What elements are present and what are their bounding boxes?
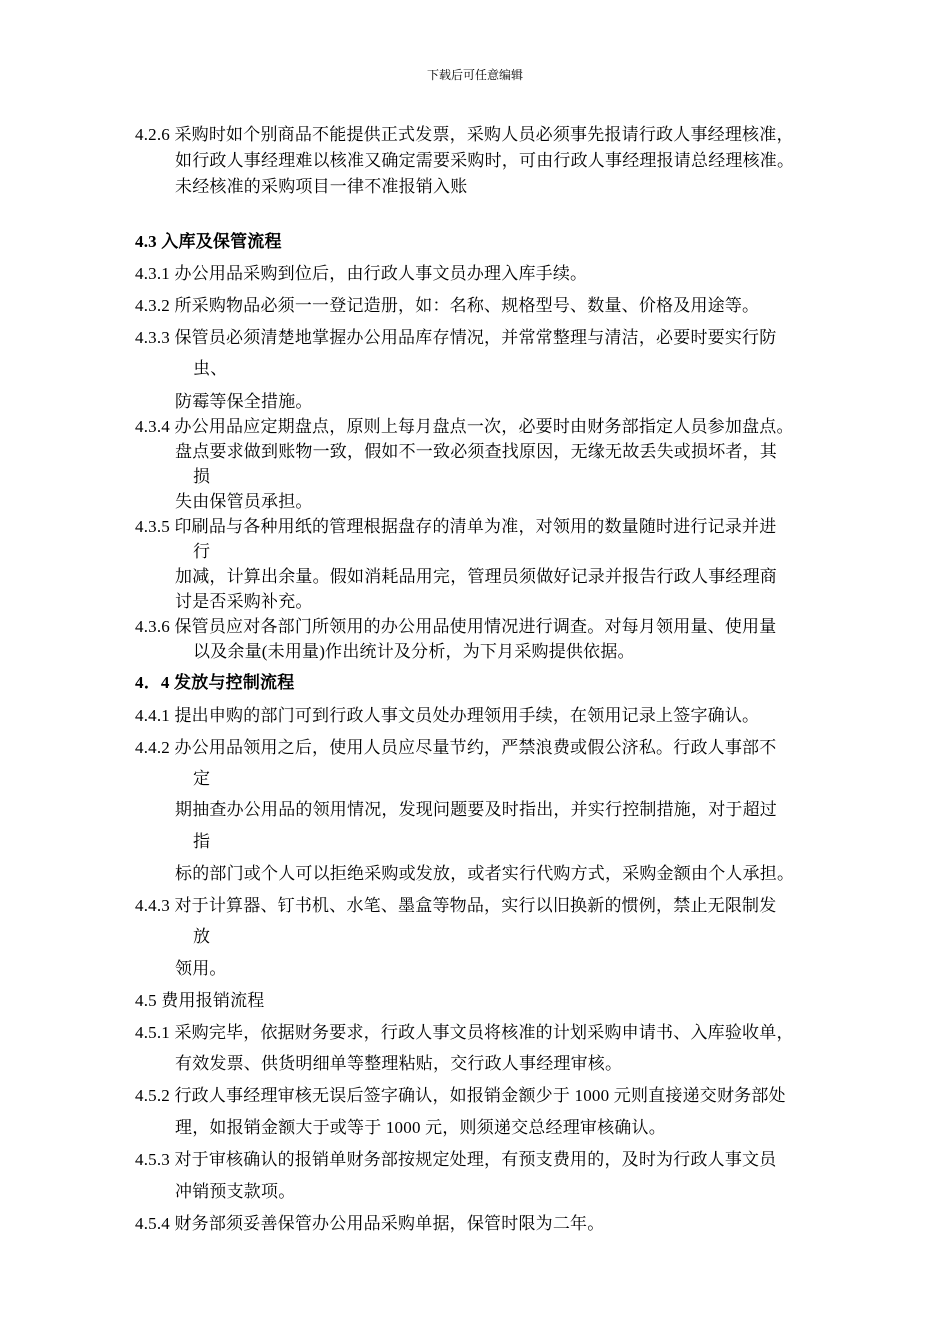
text-line: 4.3.5 印刷品与各种用纸的管理根据盘存的清单为准，对领用的数量随时进行记录并进 bbox=[135, 517, 777, 536]
text-line: 标的部门或个人可以拒绝采购或发放，或者实行代购方式，采购金额由个人承担。 bbox=[175, 864, 795, 883]
text-line: 4.3.4 办公用品应定期盘点，原则上每月盘点一次，必要时由财务部指定人员参加盘点。 bbox=[135, 417, 794, 436]
text-line: 4.5.1 采购完毕，依据财务要求，行政人事文员将核准的计划采购申请书、入库验收单， bbox=[135, 1023, 794, 1042]
text-line: 4.4.1 提出申购的部门可到行政人事文员处办理领用手续，在领用记录上签字确认。 bbox=[135, 706, 760, 725]
text-line: 4.3.3 保管员必须清楚地掌握办公用品库存情况，并常常整理与清洁，必要时要实行防 bbox=[135, 328, 777, 347]
section-heading: 4.5 费用报销流程 bbox=[135, 991, 265, 1010]
text-line: 指 bbox=[193, 832, 211, 851]
text-line: 失由保管员承担。 bbox=[175, 492, 313, 511]
text-line: 4.4.3 对于计算器、钉书机、水笔、墨盒等物品，实行以旧换新的惯例，禁止无限制发 bbox=[135, 896, 777, 915]
text-line: 有效发票、供货明细单等整理粘贴，交行政人事经理审核。 bbox=[175, 1054, 623, 1073]
text-line: 行 bbox=[193, 542, 211, 561]
text-line: 讨是否采购补充。 bbox=[175, 592, 313, 611]
text-line: 加减，计算出余量。假如消耗品用完，管理员须做好记录并报告行政人事经理商 bbox=[175, 567, 777, 586]
text-line: 防霉等保全措施。 bbox=[175, 392, 313, 411]
text-line: 未经核准的采购项目一律不准报销入账 bbox=[175, 177, 468, 196]
text-line: 4.3.1 办公用品采购到位后，由行政人事文员办理入库手续。 bbox=[135, 264, 588, 283]
text-line: 4.3.6 保管员应对各部门所领用的办公用品使用情况进行调查。对每月领用量、使用量 bbox=[135, 617, 777, 636]
text-line: 如行政人事经理难以核准又确定需要采购时，可由行政人事经理报请总经理核准。 bbox=[175, 151, 795, 170]
section-heading: 4．4 发放与控制流程 bbox=[135, 673, 295, 692]
text-line: 放 bbox=[193, 927, 211, 946]
text-line: 定 bbox=[193, 769, 211, 788]
text-line: 4.5.3 对于审核确认的报销单财务部按规定处理，有预支费用的，及时为行政人事文员 bbox=[135, 1150, 777, 1169]
text-line: 4.3.2 所采购物品必须一一登记造册，如：名称、规格型号、数量、价格及用途等。 bbox=[135, 296, 760, 315]
section-heading: 4.3 入库及保管流程 bbox=[135, 232, 282, 251]
text-line: 盘点要求做到账物一致，假如不一致必须查找原因，无缘无故丢失或损坏者，其 bbox=[175, 442, 777, 461]
text-line: 冲销预支款项。 bbox=[175, 1182, 296, 1201]
page-header: 下载后可任意编辑 bbox=[426, 68, 523, 82]
text-line: 领用。 bbox=[175, 959, 227, 978]
text-line: 期抽查办公用品的领用情况，发现问题要及时指出，并实行控制措施，对于超过 bbox=[175, 800, 777, 819]
text-line: 虫、 bbox=[193, 359, 228, 378]
text-line: 4.2.6 采购时如个别商品不能提供正式发票，采购人员必须事先报请行政人事经理核准， bbox=[135, 125, 794, 144]
text-line: 4.4.2 办公用品领用之后，使用人员应尽量节约，严禁浪费或假公济私。行政人事部不 bbox=[135, 738, 777, 757]
text-line: 损 bbox=[193, 467, 211, 486]
text-line: 4.5.4 财务部须妥善保管办公用品采购单据，保管时限为二年。 bbox=[135, 1214, 605, 1233]
text-line: 理，如报销金额大于或等于 1000 元，则须递交总经理审核确认。 bbox=[175, 1118, 666, 1137]
text-line: 4.5.2 行政人事经理审核无误后签字确认，如报销金额少于 1000 元则直接递交财务部处 bbox=[135, 1086, 786, 1105]
text-line: 以及余量(未用量)作出统计及分析，为下月采购提供依据。 bbox=[193, 642, 635, 661]
